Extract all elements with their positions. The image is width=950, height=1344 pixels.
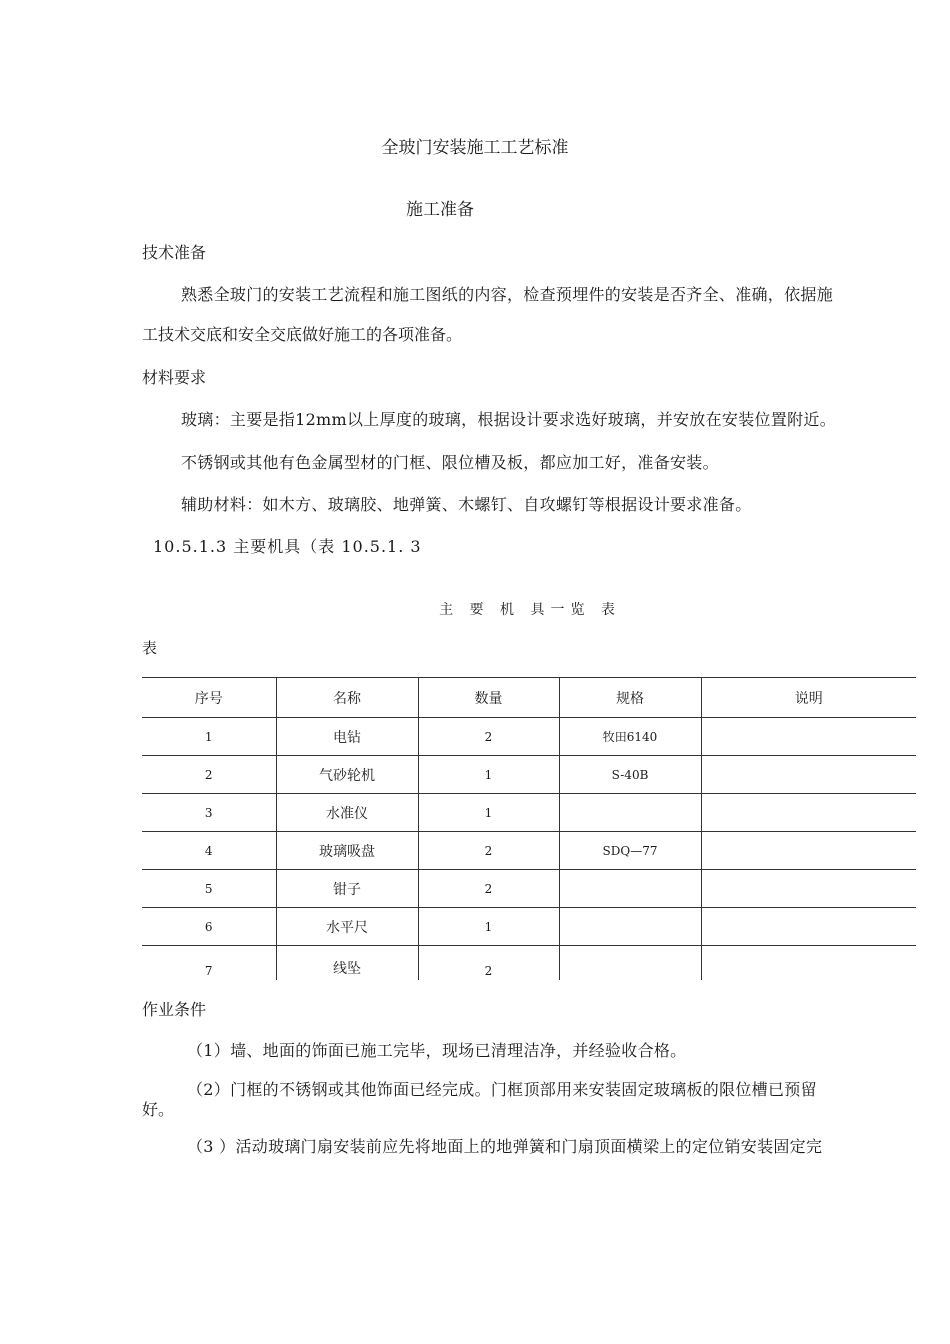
cell-note (701, 946, 916, 981)
cell-name: 线坠 (276, 946, 418, 981)
cell-index: 6 (142, 908, 276, 946)
cell-spec (559, 870, 701, 908)
materials-item-auxiliary: 辅助材料：如木方、玻璃胶、地弹簧、木螺钉、自攻螺钉等根据设计要求准备。 (181, 495, 752, 514)
cell-name: 水平尺 (276, 908, 418, 946)
cell-note (701, 718, 916, 756)
cell-name: 电钻 (276, 718, 418, 756)
cell-quantity: 2 (418, 870, 559, 908)
cell-spec: 牧田6140 (559, 718, 701, 756)
materials-heading: 材料要求 (142, 368, 207, 387)
cell-name: 玻璃吸盘 (276, 832, 418, 870)
cell-spec (559, 794, 701, 832)
table-row (142, 718, 916, 756)
document-title: 全玻门安装施工工艺标准 (381, 138, 569, 158)
tech-prep-line-1: 熟悉全玻门的安装工艺流程和施工图纸的内容，检查预埋件的安装是否齐全、准确，依据施 (181, 285, 834, 304)
section-title: 施工准备 (406, 200, 474, 220)
cell-note (701, 756, 916, 794)
tools-table (142, 677, 916, 980)
header-cell: 数量 (418, 678, 559, 718)
table-row (142, 756, 916, 794)
table-header-row (142, 678, 916, 718)
cell-name: 钳子 (276, 870, 418, 908)
tech-prep-heading: 技术准备 (142, 243, 207, 262)
cell-index: 7 (142, 946, 276, 981)
table-row (142, 908, 916, 946)
cell-name: 气砂轮机 (276, 756, 418, 794)
table-title: 主 要 机 具一览 表 (439, 602, 621, 618)
cell-note (701, 794, 916, 832)
cell-spec (559, 946, 701, 981)
conditions-heading: 作业条件 (142, 1000, 207, 1019)
condition-item-2-line-1: （2）门框的不锈钢或其他饰面已经完成。门框顶部用来安装固定玻璃板的限位槽已预留 (187, 1080, 817, 1099)
cell-index: 5 (142, 870, 276, 908)
header-cell: 名称 (276, 678, 418, 718)
cell-spec: S-40B (559, 756, 701, 794)
materials-item-glass: 玻璃：主要是指12mm以上厚度的玻璃，根据设计要求选好玻璃，并安放在安装位置附近。 (181, 410, 837, 429)
cell-quantity: 1 (418, 794, 559, 832)
cell-quantity: 2 (418, 832, 559, 870)
cell-quantity: 2 (418, 946, 559, 981)
condition-item-1: （1）墙、地面的饰面已施工完毕，现场已清理洁净，并经验收合格。 (187, 1041, 687, 1060)
cell-quantity: 2 (418, 718, 559, 756)
table-row (142, 870, 916, 908)
table-row (142, 794, 916, 832)
cell-index: 3 (142, 794, 276, 832)
table-row (142, 946, 916, 981)
cell-index: 2 (142, 756, 276, 794)
cell-spec: SDQ—77 (559, 832, 701, 870)
table-label: 表 (142, 639, 158, 657)
cell-quantity: 1 (418, 756, 559, 794)
cell-quantity: 1 (418, 908, 559, 946)
condition-item-2-line-2: 好。 (142, 1100, 175, 1119)
cell-name: 水准仪 (276, 794, 418, 832)
header-cell: 序号 (142, 678, 276, 718)
cell-index: 4 (142, 832, 276, 870)
cell-note (701, 908, 916, 946)
cell-note (701, 870, 916, 908)
materials-item-frame: 不锈钢或其他有色金属型材的门框、限位槽及板，都应加工好，准备安装。 (181, 453, 719, 472)
cell-index: 1 (142, 718, 276, 756)
cell-note (701, 832, 916, 870)
header-cell: 说明 (701, 678, 916, 718)
tech-prep-line-2: 工技术交底和安全交底做好施工的各项准备。 (142, 325, 463, 344)
condition-item-3: （3 ）活动玻璃门扇安装前应先将地面上的地弹簧和门扇顶面横梁上的定位销安装固定完 (187, 1137, 823, 1156)
table-row (142, 832, 916, 870)
header-cell: 规格 (559, 678, 701, 718)
tools-reference: 10.5.1.3 主要机具（表 10.5.1. 3 (153, 537, 422, 556)
cell-spec (559, 908, 701, 946)
